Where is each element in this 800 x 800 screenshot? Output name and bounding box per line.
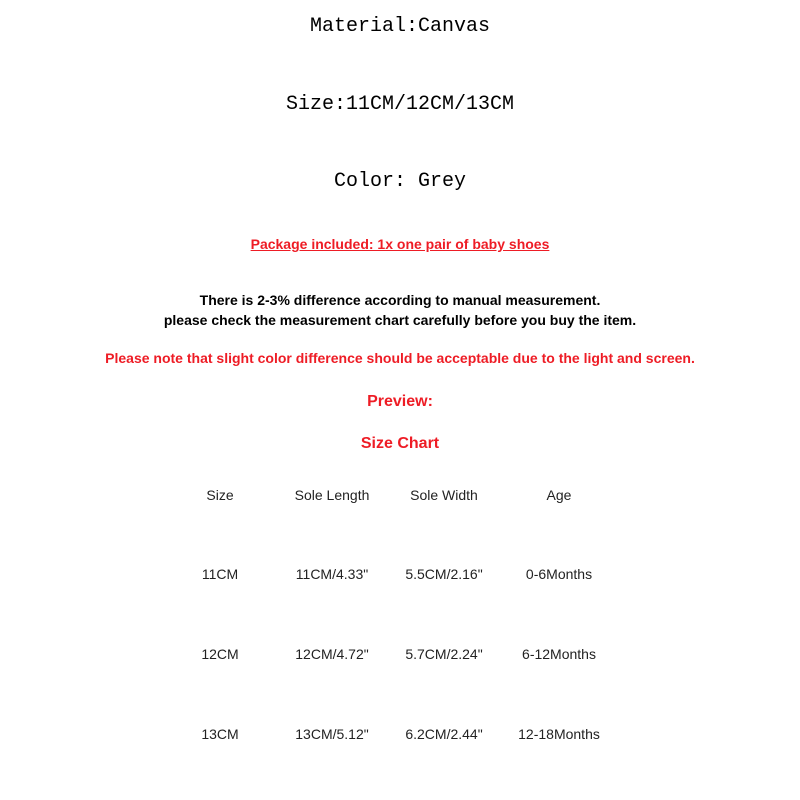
header-sole-length: Sole Length [294,487,370,503]
measurement-note-line-2: please check the measurement chart carefully before you buy the item. [163,312,637,328]
cell-age: 6-12Months [522,646,596,662]
package-included-line: Package included: 1x one pair of baby shoes [250,236,550,252]
cell-size: 13CM [201,726,239,742]
cell-sole-length: 13CM/5.12" [295,726,369,742]
cell-size: 11CM [201,566,239,582]
cell-sole-width: 6.2CM/2.44" [405,726,483,742]
cell-sole-width: 5.5CM/2.16" [405,566,483,582]
header-age: Age [546,487,572,503]
cell-sole-width: 5.7CM/2.24" [405,646,483,662]
size-line: Size:11CM/12CM/13CM [285,93,515,116]
preview-heading: Preview: [367,393,433,410]
color-difference-note: Please note that slight color difference should be acceptable due to the light and screen. [105,350,695,366]
material-line: Material:Canvas [309,15,491,38]
header-sole-width: Sole Width [410,487,478,503]
header-size: Size [206,487,234,503]
color-line: Color: Grey [333,170,467,193]
cell-age: 0-6Months [525,566,593,582]
measurement-note-line-1: There is 2-3% difference according to manual measurement. [199,292,601,308]
cell-size: 12CM [201,646,239,662]
cell-age: 12-18Months [518,726,600,742]
cell-sole-length: 12CM/4.72" [295,646,369,662]
cell-sole-length: 11CM/4.33" [295,566,369,582]
size-chart-heading: Size Chart [360,435,440,452]
